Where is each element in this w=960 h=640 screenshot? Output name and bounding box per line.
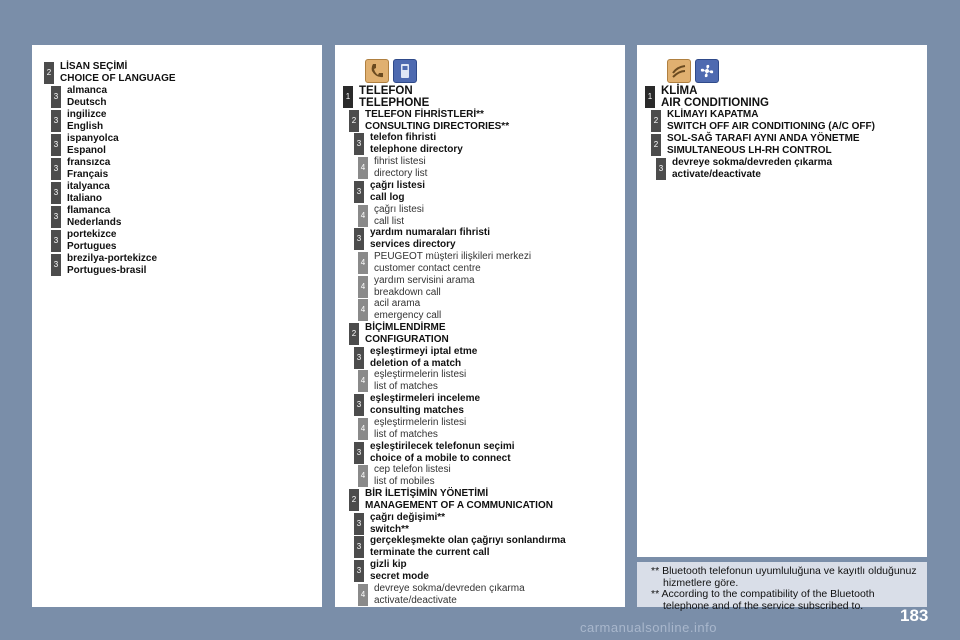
menu-label-tr: portekizce — [67, 229, 117, 240]
menu-label-en: MANAGEMENT OF A COMMUNICATION — [365, 499, 553, 511]
level-badge: 3 — [51, 134, 61, 156]
menu-row-level-3 — [354, 512, 615, 536]
menu-label-en: emergency call — [374, 310, 442, 322]
footnote — [637, 562, 927, 612]
menu-label-en: activate/deactivate — [672, 169, 761, 180]
level-badge: 1 — [645, 86, 655, 108]
menu-label-tr: italyanca — [67, 181, 110, 192]
menu-row-level-3 — [354, 132, 615, 156]
menu-label-en: CONFIGURATION — [365, 334, 449, 345]
menu-label-en: Espanol — [67, 145, 106, 156]
level-badge: 2 — [349, 110, 359, 132]
menu-row-level-1 — [343, 85, 615, 109]
level-badge: 3 — [51, 110, 61, 132]
level-badge: 3 — [51, 86, 61, 108]
watermark: carmanualsonline.info — [580, 620, 717, 635]
menu-label-en: services directory — [370, 239, 456, 251]
page-number: 183 — [900, 606, 929, 625]
menu-label-en: switch** — [370, 523, 409, 535]
menu-label-tr: brezilya-portekizce — [67, 253, 158, 264]
menu-row-level-4 — [358, 417, 615, 441]
level-badge: 1 — [343, 86, 353, 108]
menu-row-level-3 — [51, 157, 312, 181]
menu-label-en: Deutsch — [67, 97, 107, 108]
level-badge: 3 — [354, 513, 364, 535]
level-badge: 3 — [51, 254, 61, 276]
menu-label-tr: telefon fihristi — [370, 132, 437, 144]
level-badge: 4 — [358, 205, 368, 227]
footnote-line: ** According to the compatibility of the Bluetooth — [651, 588, 875, 600]
level-badge: 2 — [651, 134, 661, 156]
mobile-phone-icon — [393, 59, 417, 83]
menu-label-tr: TELEFON — [359, 85, 413, 97]
menu-row-level-3 — [51, 85, 312, 109]
menu-row-level-3 — [51, 253, 312, 277]
menu-label-tr: ingilizce — [67, 109, 107, 120]
menu-row-level-2 — [349, 488, 615, 512]
menu-label-en: Français — [67, 169, 109, 180]
aircon-panel — [637, 45, 927, 557]
menu-row-level-3 — [51, 109, 312, 133]
level-badge: 3 — [354, 560, 364, 582]
level-badge: 4 — [358, 584, 368, 606]
level-badge: 4 — [358, 418, 368, 440]
level-badge: 4 — [358, 370, 368, 392]
fan-icon — [695, 59, 719, 83]
level-badge: 3 — [354, 133, 364, 155]
menu-row-level-3 — [354, 441, 615, 465]
menu-row-level-2 — [349, 322, 615, 346]
menu-row-level-4 — [358, 275, 615, 299]
menu-row-level-4 — [358, 583, 615, 607]
level-badge: 3 — [354, 536, 364, 558]
menu-row-level-4 — [358, 369, 615, 393]
menu-label-tr: fransızca — [67, 157, 111, 168]
menu-label-tr: eşleştirmeyi iptal etme — [370, 345, 478, 357]
language-title-tr: LİSAN SEÇİMİ — [60, 61, 128, 72]
menu-row-level-3 — [354, 559, 615, 583]
menu-row-level-3 — [354, 535, 615, 559]
menu-label-tr: acil arama — [374, 298, 421, 310]
menu-label-en: deletion of a match — [370, 357, 462, 369]
level-badge: 2 — [651, 110, 661, 132]
menu-label-tr: fihrist listesi — [374, 156, 426, 168]
menu-label-tr: PEUGEOT müşteri ilişkileri merkezi — [374, 250, 532, 262]
menu-label-en: list of matches — [374, 428, 438, 440]
menu-label-tr: TELEFON FİHRİSTLERİ** — [365, 108, 484, 120]
menu-label-tr: KLİMA — [661, 85, 698, 97]
menu-label-tr: almanca — [67, 85, 108, 96]
menu-label-tr: eşleştirilecek telefonun seçimi — [370, 440, 515, 452]
level-badge: 2 — [349, 323, 359, 345]
footnote-line: ** Bluetooth telefonun uyumluluğuna ve kayıtlı olduğunuz — [651, 565, 917, 577]
menu-label-tr: çağrı listesi — [374, 203, 425, 215]
level-badge: 4 — [358, 276, 368, 298]
menu-row-level-3 — [51, 181, 312, 205]
menu-label-tr: ispanyolca — [67, 133, 119, 144]
menu-label-en: directory list — [374, 168, 428, 180]
menu-label-en: consulting matches — [370, 405, 464, 417]
menu-label-en: call log — [370, 191, 405, 203]
footnote-line: hizmetlere göre. — [663, 577, 739, 589]
menu-row-level-3 — [354, 180, 615, 204]
level-badge: 2 — [44, 62, 54, 84]
menu-label-tr: BİR İLETİŞİMİN YÖNETİMİ — [365, 487, 489, 499]
menu-label-en: terminate the current call — [370, 547, 490, 559]
language-title-en: CHOICE OF LANGUAGE — [60, 73, 176, 84]
menu-label-tr: SOL-SAĞ TARAFI AYNI ANDA YÖNETME — [667, 133, 860, 144]
footnote-line: telephone and of the service subscribed to. — [663, 600, 864, 612]
menu-label-en: Nederlands — [67, 217, 122, 228]
level-badge: 4 — [358, 299, 368, 321]
menu-row-level-2 — [651, 109, 917, 133]
footnote-tr — [651, 565, 923, 589]
menu-label-en: English — [67, 121, 104, 132]
menu-label-en: AIR CONDITIONING — [661, 97, 769, 109]
level-badge: 3 — [51, 182, 61, 204]
menu-label-en: TELEPHONE — [359, 97, 430, 109]
menu-label-en: breakdown call — [374, 286, 441, 298]
level-badge: 3 — [354, 228, 364, 250]
menu-label-en: call list — [374, 215, 405, 227]
menu-row-level-3 — [354, 346, 615, 370]
menu-label-en: Portugues — [67, 241, 117, 252]
level-badge: 4 — [358, 252, 368, 274]
level-badge: 4 — [358, 465, 368, 487]
menu-label-tr: KLİMAYI KAPATMA — [667, 109, 759, 120]
menu-row-level-4 — [358, 464, 615, 488]
menu-label-tr: çağrı listesi — [370, 179, 426, 191]
telephone-handset-icon — [365, 59, 389, 83]
language-title-row — [44, 61, 314, 85]
level-badge: 3 — [354, 442, 364, 464]
menu-row-level-4 — [358, 298, 615, 322]
level-badge: 3 — [51, 158, 61, 180]
menu-label-en: list of matches — [374, 381, 438, 393]
menu-label-tr: yardım servisini arama — [374, 274, 475, 286]
menu-label-tr: BİÇİMLENDİRME — [365, 322, 446, 333]
menu-row-level-3 — [51, 133, 312, 157]
menu-label-tr: flamanca — [67, 205, 111, 216]
menu-row-level-4 — [358, 251, 615, 275]
menu-label-en: secret mode — [370, 571, 429, 582]
air-vent-icon — [667, 59, 691, 83]
menu-label-en: SIMULTANEOUS LH-RH CONTROL — [667, 145, 832, 156]
menu-label-tr: gizli kip — [370, 559, 407, 570]
menu-label-tr: eşleştirmeleri inceleme — [370, 393, 481, 405]
menu-label-tr: eşleştirmelerin listesi — [374, 416, 467, 428]
menu-row-level-2 — [349, 109, 615, 133]
level-badge: 3 — [51, 230, 61, 252]
menu-row-level-4 — [358, 204, 615, 228]
menu-row-level-2 — [651, 133, 917, 157]
menu-label-en: choice of a mobile to connect — [370, 452, 511, 464]
level-badge: 3 — [51, 206, 61, 228]
menu-label-en: SWITCH OFF AIR CONDITIONING (A/C OFF) — [667, 121, 875, 132]
menu-row-level-1 — [645, 85, 917, 109]
menu-label-tr: devreye sokma/devreden çıkarma — [374, 582, 525, 594]
menu-row-level-3 — [656, 157, 917, 181]
menu-label-tr: eşleştirmelerin listesi — [374, 369, 467, 381]
menu-label-en: activate/deactivate — [374, 594, 457, 606]
menu-label-en: CONSULTING DIRECTORIES** — [365, 120, 510, 132]
menu-label-tr: çağrı değişimi** — [370, 511, 446, 523]
level-badge: 3 — [656, 158, 666, 180]
menu-row-level-3 — [354, 227, 615, 251]
level-badge: 3 — [354, 347, 364, 369]
menu-row-level-3 — [51, 205, 312, 229]
level-badge: 3 — [354, 394, 364, 416]
menu-label-en: telephone directory — [370, 144, 463, 156]
menu-label-en: list of mobiles — [374, 476, 435, 488]
menu-row-level-3 — [51, 229, 312, 253]
menu-label-tr: cep telefon listesi — [374, 464, 451, 476]
menu-label-tr: devreye sokma/devreden çıkarma — [672, 157, 833, 168]
menu-row-level-3 — [354, 393, 615, 417]
footnote-en — [651, 588, 923, 612]
menu-label-en: customer contact centre — [374, 262, 481, 274]
menu-row-level-4 — [358, 156, 615, 180]
language-panel — [32, 45, 322, 607]
level-badge: 4 — [358, 157, 368, 179]
menu-label-tr: yardım numaraları fihristi — [370, 227, 491, 239]
level-badge: 2 — [349, 489, 359, 511]
menu-label-en: Portugues-brasil — [67, 265, 147, 276]
menu-label-en: Italiano — [67, 193, 103, 204]
telephone-panel — [335, 45, 625, 607]
level-badge: 3 — [354, 181, 364, 203]
menu-label-tr: gerçekleşmekte olan çağrıyı sonlandırma — [370, 535, 566, 547]
